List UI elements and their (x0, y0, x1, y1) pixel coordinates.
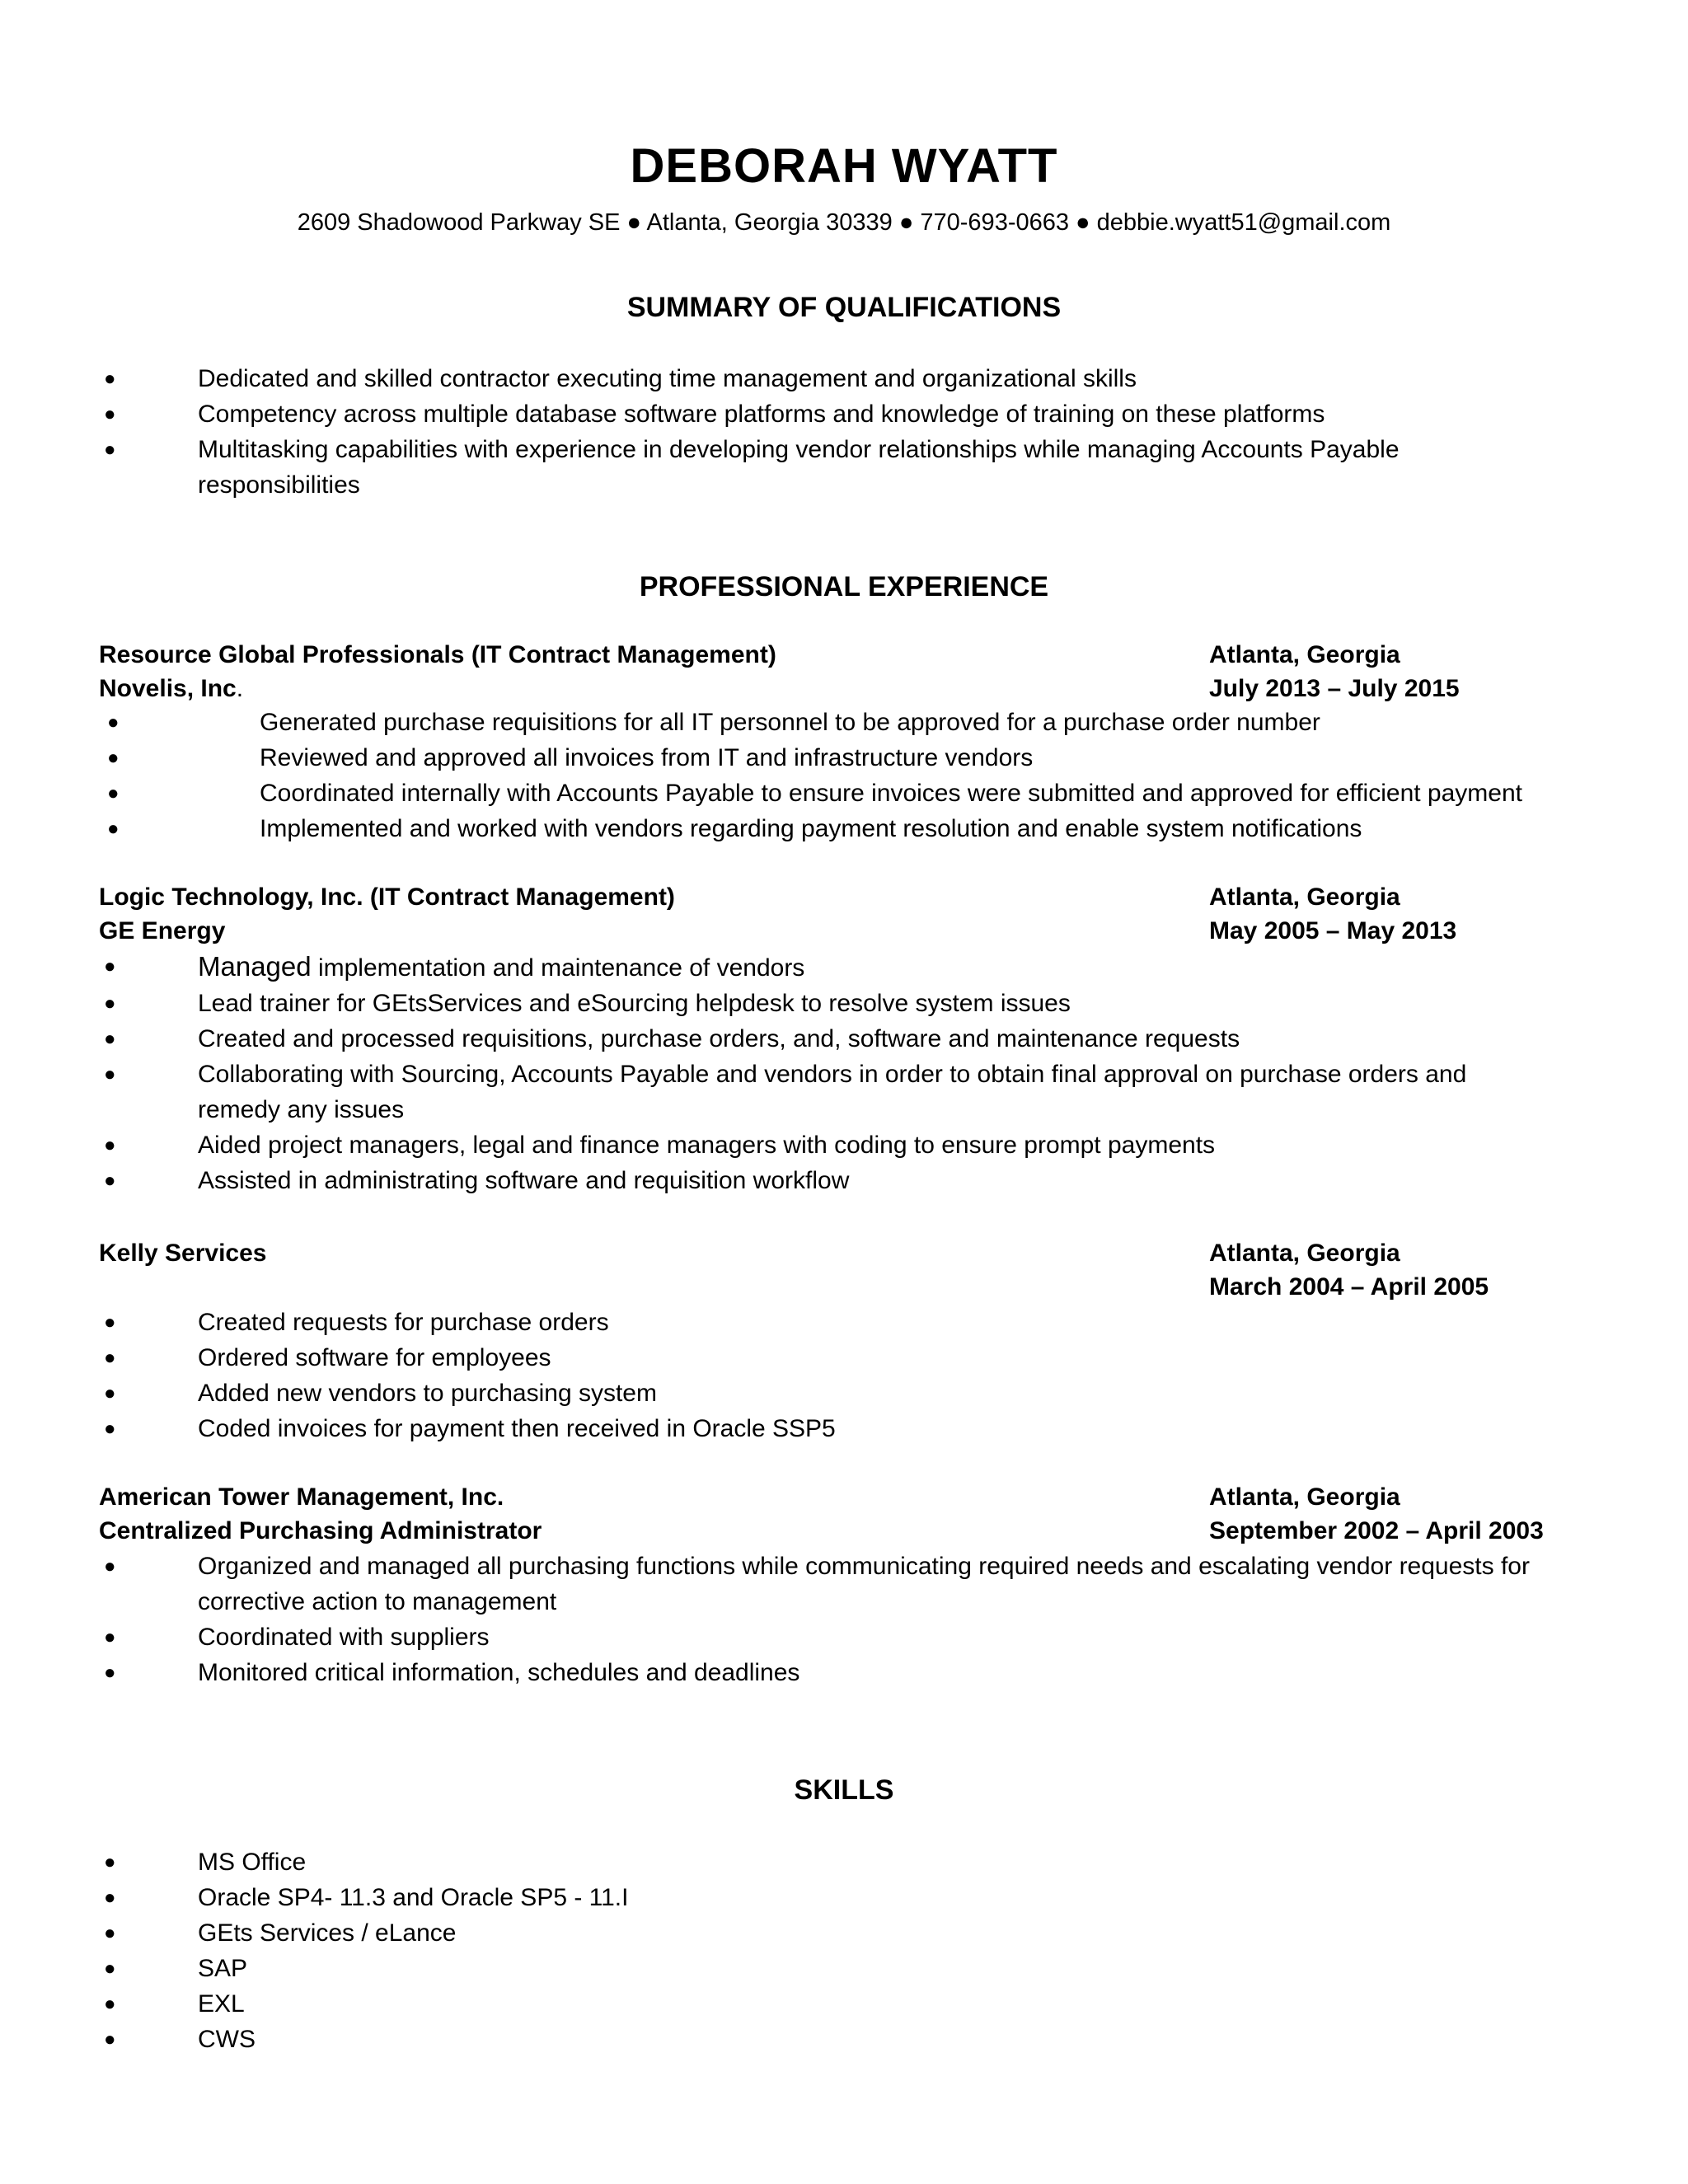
bullet-icon: ● (104, 403, 116, 425)
list-item (99, 1127, 1517, 1163)
job-location: Atlanta, Georgia (1209, 1240, 1400, 1267)
list-item (99, 396, 1484, 432)
list-item (99, 986, 1517, 1021)
skill-text: CWS (198, 2026, 256, 2053)
contact-line: 2609 Shadowood Parkway SE ● Atlanta, Georgia 30339 ● 770-693-0663 ● debbie.wyatt51@gmail.com (297, 209, 1391, 236)
job-location: Atlanta, Georgia (1209, 1483, 1400, 1511)
job-dates: May 2005 – May 2013 (1209, 917, 1457, 944)
list-item (99, 361, 1484, 396)
summary-title: SUMMARY OF QUALIFICATIONS (626, 292, 1062, 323)
duty-text: Created requests for purchase orders (198, 1309, 609, 1336)
bullet-icon: ● (104, 1311, 116, 1333)
duty-text: Collaborating with Sourcing, Accounts Payable and vendors in order to obtain final approval on purchase orders and remedy any issues (198, 1061, 1467, 1123)
list-item (99, 1915, 1088, 1951)
summary-list (99, 361, 1484, 503)
list-item (99, 705, 1582, 740)
duty-text: Lead trainer for GEtsServices and eSourcing helpdesk to resolve system issues (198, 990, 1071, 1017)
summary-item-text: Dedicated and skilled contractor executing time management and organizational skills (198, 365, 1137, 392)
bullet-icon: ● (104, 1626, 116, 1648)
list-item (99, 1305, 1517, 1340)
job-location: Atlanta, Georgia (1209, 641, 1400, 668)
bullet-icon: ● (104, 1886, 116, 1909)
bullet-icon: ● (104, 1661, 116, 1684)
duty-text: Ordered software for employees (198, 1344, 551, 1371)
list-item (99, 1021, 1517, 1057)
summary-item-text: Competency across multiple database software platforms and knowledge of training on these platforms (198, 401, 1325, 428)
list-item (99, 1619, 1550, 1655)
list-item (99, 1057, 1517, 1127)
duty-text: Reviewed and approved all invoices from IT and infrastructure vendors (260, 744, 1034, 771)
list-item (99, 1986, 1088, 2022)
candidate-name: DEBORAH WYATT (630, 139, 1058, 193)
bullet-icon: ● (104, 2028, 116, 2050)
job-location: Atlanta, Georgia (1209, 883, 1400, 911)
duty-text: Generated purchase requisitions for all IT personnel to be approved for a purchase order number (260, 709, 1320, 736)
job-company: American Tower Management, Inc. (99, 1483, 504, 1511)
duty-text: Aided project managers, legal and finance managers with coding to ensure prompt payments (198, 1132, 1216, 1159)
job-company: Resource Global Professionals (IT Contract Management) (99, 641, 776, 668)
list-item (99, 740, 1582, 776)
skills-title: SKILLS (794, 1774, 894, 1806)
bullet-icon: ● (104, 1382, 116, 1404)
duty-text: Monitored critical information, schedules and deadlines (198, 1659, 800, 1686)
bullet-icon: ● (104, 1063, 116, 1085)
list-item (99, 1411, 1517, 1446)
job-duties-list (99, 1305, 1517, 1446)
bullet-icon: ● (104, 1555, 116, 1577)
duty-text: Implemented and worked with vendors regarding payment resolution and enable system notifications (260, 815, 1362, 842)
skill-text: Oracle SP4- 11.3 and Oracle SP5 - 11.I (198, 1884, 629, 1911)
skills-list (99, 1844, 1088, 2057)
skill-text: EXL (198, 1990, 245, 2018)
bullet-icon: ● (104, 1418, 116, 1440)
duty-text: Created and processed requisitions, purchase orders, and, software and maintenance requests (198, 1025, 1240, 1052)
bullet-icon: ● (104, 1169, 116, 1192)
skill-text: GEts Services / eLance (198, 1919, 457, 1947)
list-item (99, 1951, 1088, 1986)
list-item (99, 2022, 1088, 2057)
skill-text: SAP (198, 1955, 248, 1982)
job-company: Kelly Services (99, 1240, 267, 1267)
job-client-suffix: . (236, 675, 244, 702)
job-dates: September 2002 – April 2003 (1209, 1517, 1544, 1544)
duty-text: Coordinated with suppliers (198, 1624, 490, 1651)
list-item (99, 776, 1582, 811)
bullet-icon: ● (107, 747, 120, 769)
job-title: Centralized Purchasing Administrator (99, 1517, 542, 1544)
list-item (99, 1376, 1517, 1411)
bullet-icon: ● (104, 992, 116, 1015)
list-item (99, 1844, 1088, 1880)
bullet-icon: ● (104, 1851, 116, 1873)
bullet-icon: ● (104, 368, 116, 390)
bullet-icon: ● (104, 955, 116, 977)
bullet-icon: ● (107, 818, 120, 840)
duty-text: Coded invoices for payment then received in Oracle SSP5 (198, 1415, 836, 1442)
list-item (99, 949, 1517, 986)
job-duties-list (99, 949, 1517, 1198)
duty-lead-text: Managed (198, 951, 312, 982)
bullet-icon: ● (104, 438, 116, 461)
bullet-icon: ● (104, 1922, 116, 1944)
job-client-name: Novelis, Inc (99, 675, 237, 702)
list-item (99, 1340, 1517, 1376)
duty-text: Organized and managed all purchasing functions while communicating required needs and escalating vendor requests for corrective action to management (198, 1553, 1530, 1615)
summary-item-text: Multitasking capabilities with experience in developing vendor relationships while managing Accounts Payable responsibilities (198, 436, 1400, 499)
list-item (99, 1163, 1517, 1198)
bullet-icon: ● (107, 782, 120, 804)
experience-title: PROFESSIONAL EXPERIENCE (639, 571, 1049, 602)
job-duties-list (99, 705, 1582, 846)
job-duties-list (99, 1549, 1550, 1690)
bullet-icon: ● (104, 1134, 116, 1156)
duty-text: implementation and maintenance of vendors (311, 954, 805, 982)
skill-text: MS Office (198, 1849, 307, 1876)
bullet-icon: ● (104, 1993, 116, 2015)
bullet-icon: ● (104, 1347, 116, 1369)
job-client (99, 672, 243, 705)
list-item (99, 1880, 1088, 1915)
duty-text: Assisted in administrating software and requisition workflow (198, 1167, 850, 1194)
job-client: GE Energy (99, 917, 226, 944)
list-item (99, 1549, 1550, 1619)
list-item (99, 432, 1484, 503)
job-dates: March 2004 – April 2005 (1209, 1273, 1489, 1301)
bullet-icon: ● (107, 711, 120, 733)
list-item (99, 811, 1582, 846)
bullet-icon: ● (104, 1028, 116, 1050)
bullet-icon: ● (104, 1957, 116, 1980)
job-dates: July 2013 – July 2015 (1209, 675, 1460, 702)
job-company: Logic Technology, Inc. (IT Contract Management) (99, 883, 675, 911)
duty-text: Added new vendors to purchasing system (198, 1380, 657, 1407)
list-item (99, 1655, 1550, 1690)
duty-text: Coordinated internally with Accounts Payable to ensure invoices were submitted and approved for efficient payment (260, 780, 1522, 807)
